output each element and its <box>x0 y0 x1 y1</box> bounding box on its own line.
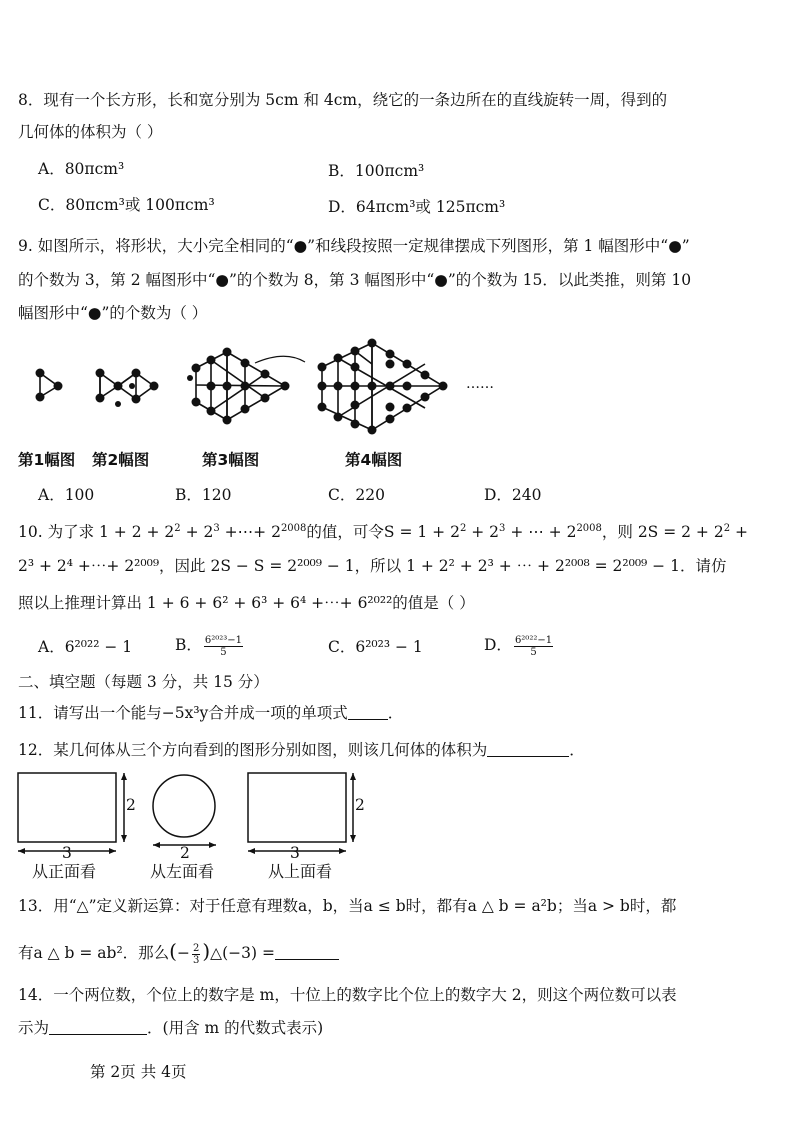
section-2-heading: 二、填空题（每题 3 分，共 15 分） <box>18 673 269 691</box>
q10-option-c: C．6²⁰²³ − 1 <box>328 638 423 656</box>
q8-option-d: D．64πcm³或 125πcm³ <box>328 198 506 216</box>
q12-front-height: 2 <box>126 796 136 814</box>
q8-line2: 几何体的体积为（ ） <box>18 123 163 141</box>
q10-option-a: A．6²⁰²² − 1 <box>38 638 133 656</box>
q9-caption-1: 第1幅图 <box>18 451 76 469</box>
q12-view-left: 从左面看 <box>150 862 215 881</box>
q10-line2: 2³ + 2⁴ +⋯+ 2²⁰⁰⁹，因此 2S − S = 2²⁰⁰⁹ − 1，所以 1 + 2² + 2³ + ⋯ + 2²⁰⁰⁸ = 2²⁰⁰⁹ − 1．请仿 <box>18 557 727 575</box>
q8-line1: 8．现有一个长方形，长和宽分别为 5cm 和 4cm，绕它的一条边所在的直线旋转一周，得到的 <box>18 91 668 109</box>
q8-option-b: B．100πcm³ <box>328 162 425 180</box>
q8-option-a: A．80πcm³ <box>38 160 125 178</box>
q9-line1: 9. 如图所示，将形状，大小完全相同的“●”和线段按照一定规律摆成下列图形，第 1 幅图形中“●” <box>18 237 690 255</box>
q12-text: 12．某几何体从三个方向看到的图形分别如图，则该几何体的体积为 ． <box>18 741 585 759</box>
q12-front-width: 3 <box>62 844 72 862</box>
q8-option-c: C．80πcm³或 100πcm³ <box>38 196 215 214</box>
q9-option-b: B．120 <box>175 486 232 504</box>
q10-option-b: B． $\frac{\text{6²⁰²³−1}}{5}$ <box>175 634 243 658</box>
q12-top-width: 3 <box>290 844 300 862</box>
q9-option-a: A．100 <box>38 486 95 504</box>
q9-line3: 幅图形中“●”的个数为（ ） <box>18 304 208 322</box>
q12-view-front: 从正面看 <box>32 862 97 881</box>
q13-line2: 有a △ b = ab²．那么(− $\frac{2}{3}$ )△(−3) = <box>18 936 339 968</box>
q14-answer-blank[interactable] <box>49 1018 147 1035</box>
q12-top-height: 2 <box>355 796 365 814</box>
q14-line1: 14．一个两位数，个位上的数字是 m，十位上的数字比个位上的数字大 2，则这个两位数可以表 <box>18 986 677 1004</box>
q10-line1: 10. 为了求 $1 + 2 + 2^2 + 2^3$ +⋯+ $2^{2008}$的值，可令$S = 1 + 2^2 + 2^3$ + ⋯ + $2^{2008}$，则 $2S = 2 + 2^2$ + <box>18 523 749 541</box>
q9-option-c: C．220 <box>328 486 385 504</box>
q10-option-d: D． $\frac{\text{6²⁰²²−1}}{5}$ <box>484 634 553 658</box>
q12-view-top: 从上面看 <box>268 862 333 881</box>
q9-caption-4: 第4幅图 <box>345 451 403 469</box>
q13-line1: 13．用“△”定义新运算：对于任意有理数a，b，当a ≤ b时，都有a △ b = a²b；当a > b时，都 <box>18 897 677 915</box>
page-footer: 第 2页 共 4页 <box>90 1063 187 1081</box>
q11-text: 11．请写出一个能与−5x³y合并成一项的单项式 ． <box>18 704 404 722</box>
q9-caption-2: 第2幅图 <box>92 451 150 469</box>
q9-line2: 的个数为 3，第 2 幅图形中“●”的个数为 8，第 3 幅图形中“●”的个数为 15．以此类推，则第 10 <box>18 271 692 289</box>
q9-option-d: D．240 <box>484 486 542 504</box>
q9-ellipsis: …… <box>466 376 494 392</box>
q10-line3: 照以上推理计算出 1 + 6 + 6² + 6³ + 6⁴ +⋯+ 6²⁰²²的值是（ ） <box>18 594 475 612</box>
q14-line2: 示为 ．(用含 m 的代数式表示) <box>18 1019 324 1037</box>
q13-answer-blank[interactable] <box>275 943 339 960</box>
q12-left-diameter: 2 <box>180 844 190 862</box>
q9-caption-3: 第3幅图 <box>202 451 260 469</box>
